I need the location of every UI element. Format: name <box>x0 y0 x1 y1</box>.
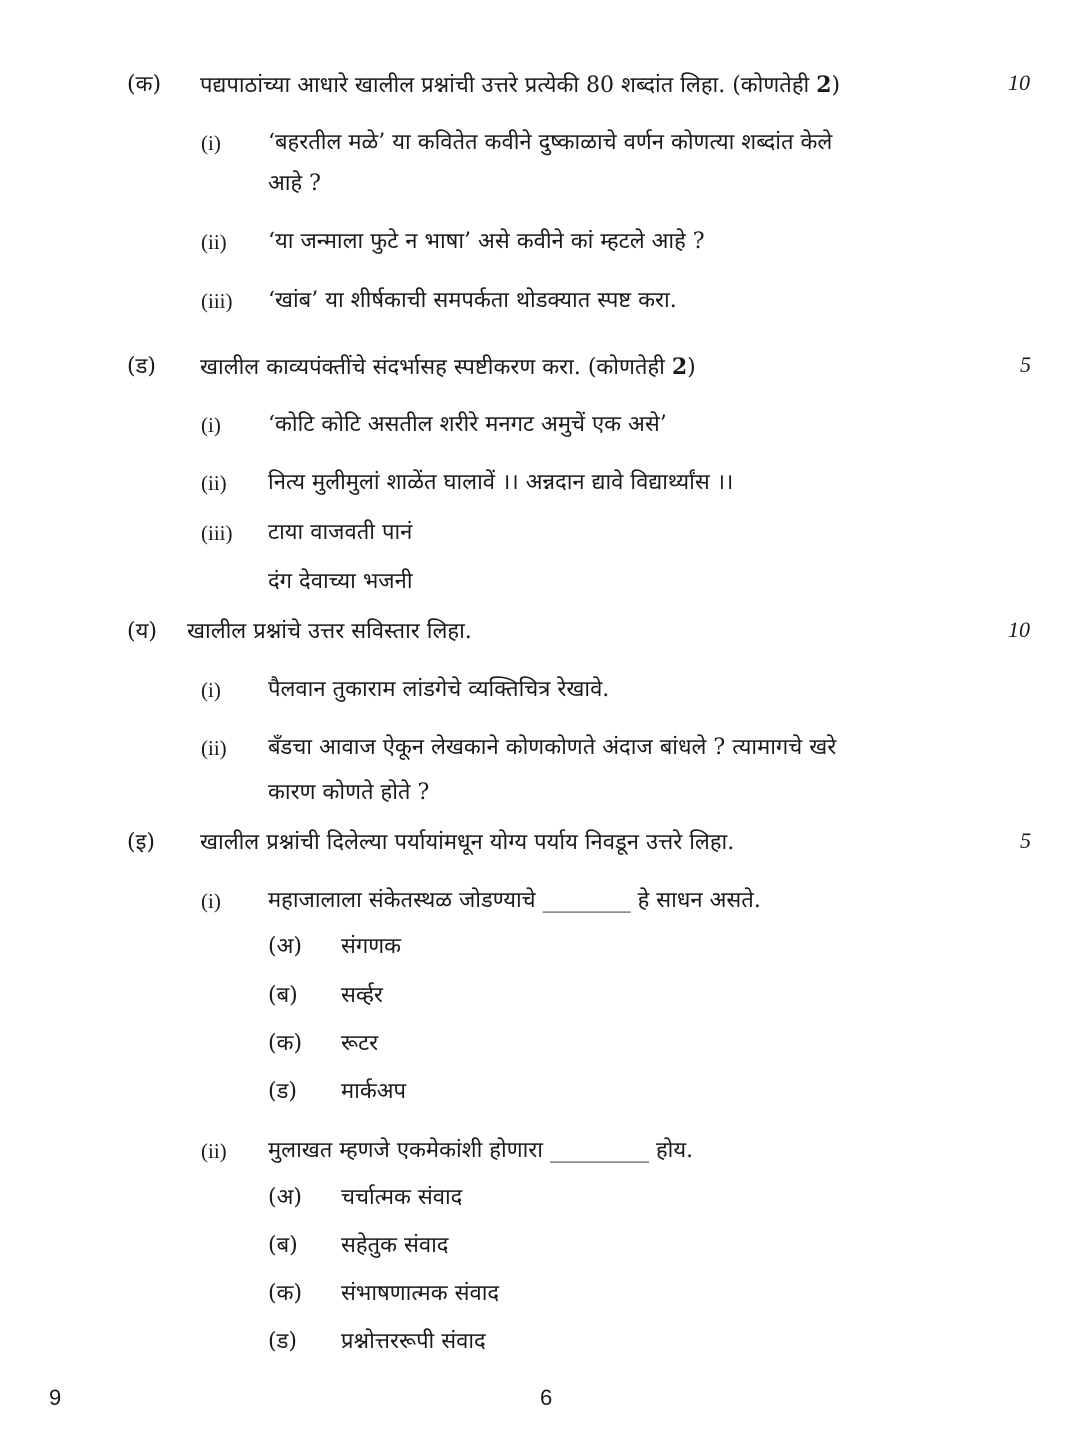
section-ka-close: ) <box>831 73 841 98</box>
section-ya-label: (य) <box>127 619 157 644</box>
footer-code: 9 <box>49 1385 62 1410</box>
i-item-1-option-label: (क) <box>268 1031 303 1056</box>
section-ka-marks: 10 <box>1008 70 1030 95</box>
section-ka-text: पद्यपाठांच्या आधारे खालील प्रश्नांची उत्तरे प्रत्येकी 80 शब्दांत लिहा. (कोणतेही <box>200 73 817 98</box>
i-item-1-option-label: (अ) <box>268 934 302 959</box>
ka-item-3-line1: ‘खांब’ या शीर्षकाची समपर्कता थोडक्यात स्पष्ट करा. <box>268 288 677 313</box>
section-da-instruction <box>200 352 696 383</box>
da-item-3-line1: टाया वाजवती पानं <box>268 520 413 545</box>
section-ya-instruction: खालील प्रश्नांचे उत्तर सविस्तार लिहा. <box>187 619 472 644</box>
i-item-1-option-label: (ड) <box>268 1079 297 1104</box>
ka-item-1-line1: ‘बहरतील मळे’ या कवितेत कवीने दुष्काळाचे वर्णन कोणत्या शब्दांत केले <box>268 130 833 155</box>
ka-item-1-num: (i) <box>201 131 221 155</box>
i-item-1-line1: महाजालाला संकेतस्थळ जोडण्याचे ________ हे साधन असते. <box>268 888 761 913</box>
section-da-text: खालील काव्यपंक्तींचे संदर्भासह स्पष्टीकरण करा. (कोणतेही <box>200 355 672 380</box>
i-item-2-option-label: (अ) <box>268 1185 302 1210</box>
i-item-2-option-text: सहेतुक संवाद <box>341 1233 449 1258</box>
ya-item-2-line2: कारण कोणते होते ? <box>268 780 430 805</box>
da-item-1-num: (i) <box>201 413 221 437</box>
da-item-1-line1: ‘कोटि कोटि असतील शरीरे मनगट अमुचें एक असे’ <box>268 412 667 437</box>
ya-item-1-num: (i) <box>201 678 221 702</box>
i-item-2-option-label: (ड) <box>268 1329 297 1354</box>
i-item-2-option-label: (ब) <box>268 1233 298 1258</box>
section-da-label: (ड) <box>127 354 156 379</box>
section-da-close: ) <box>687 355 696 380</box>
ka-item-2-line1: ‘या जन्माला फुटे न भाषा’ असे कवीने कां म्हटले आहे ? <box>268 229 705 254</box>
page-number: 6 <box>540 1385 553 1410</box>
i-item-2-option-label: (क) <box>268 1281 303 1306</box>
section-i-marks: 5 <box>1020 828 1031 853</box>
section-i-instruction: खालील प्रश्नांची दिलेल्या पर्यायांमधून योग्य पर्याय निवडून उत्तरे लिहा. <box>200 830 735 855</box>
i-item-2-num: (ii) <box>201 1139 227 1163</box>
da-item-3-line2: दंग देवाच्या भजनी <box>268 569 413 594</box>
section-da-count: 2 <box>671 354 688 380</box>
i-item-1-option-text: सर्व्हर <box>341 983 383 1008</box>
da-item-3-num: (iii) <box>201 521 233 545</box>
i-item-1-option-text: रूटर <box>341 1031 379 1056</box>
section-ya-marks: 10 <box>1008 617 1030 642</box>
section-ka-count: 2 <box>816 72 832 98</box>
i-item-2-line1: मुलाखत म्हणजे एकमेकांशी होणारा _________ होय. <box>268 1138 694 1163</box>
i-item-2-option-text: संभाषणात्मक संवाद <box>341 1281 500 1306</box>
i-item-1-option-label: (ब) <box>268 983 298 1008</box>
ya-item-2-line1: बँडचा आवाज ऐकून लेखकाने कोणकोणते अंदाज बांधले ? त्यामागचे खरे <box>268 735 837 760</box>
ya-item-2-num: (ii) <box>201 736 227 760</box>
section-i-label: (इ) <box>127 830 155 855</box>
i-item-2-option-text: प्रश्नोत्तररूपी संवाद <box>341 1329 486 1354</box>
ya-item-1-line1: पैलवान तुकाराम लांडगेचे व्यक्तिचित्र रेखावे. <box>268 677 610 702</box>
i-item-1-num: (i) <box>201 889 221 913</box>
section-ka-instruction <box>200 70 840 101</box>
i-item-2-option-text: चर्चात्मक संवाद <box>341 1185 463 1210</box>
ka-item-1-line2: आहे ? <box>268 171 321 196</box>
da-item-2-num: (ii) <box>201 471 227 495</box>
da-item-2-line1: नित्य मुलीमुलां शाळेंत घालावें ।। अन्नदान द्यावे विद्यार्थ्यांस ।। <box>268 470 734 495</box>
i-item-1-option-text: संगणक <box>341 934 402 959</box>
section-da-marks: 5 <box>1020 352 1031 377</box>
ka-item-3-num: (iii) <box>201 289 233 313</box>
ka-item-2-num: (ii) <box>201 230 227 254</box>
i-item-1-option-text: मार्कअप <box>341 1079 407 1104</box>
section-ka-label: (क) <box>127 72 162 97</box>
